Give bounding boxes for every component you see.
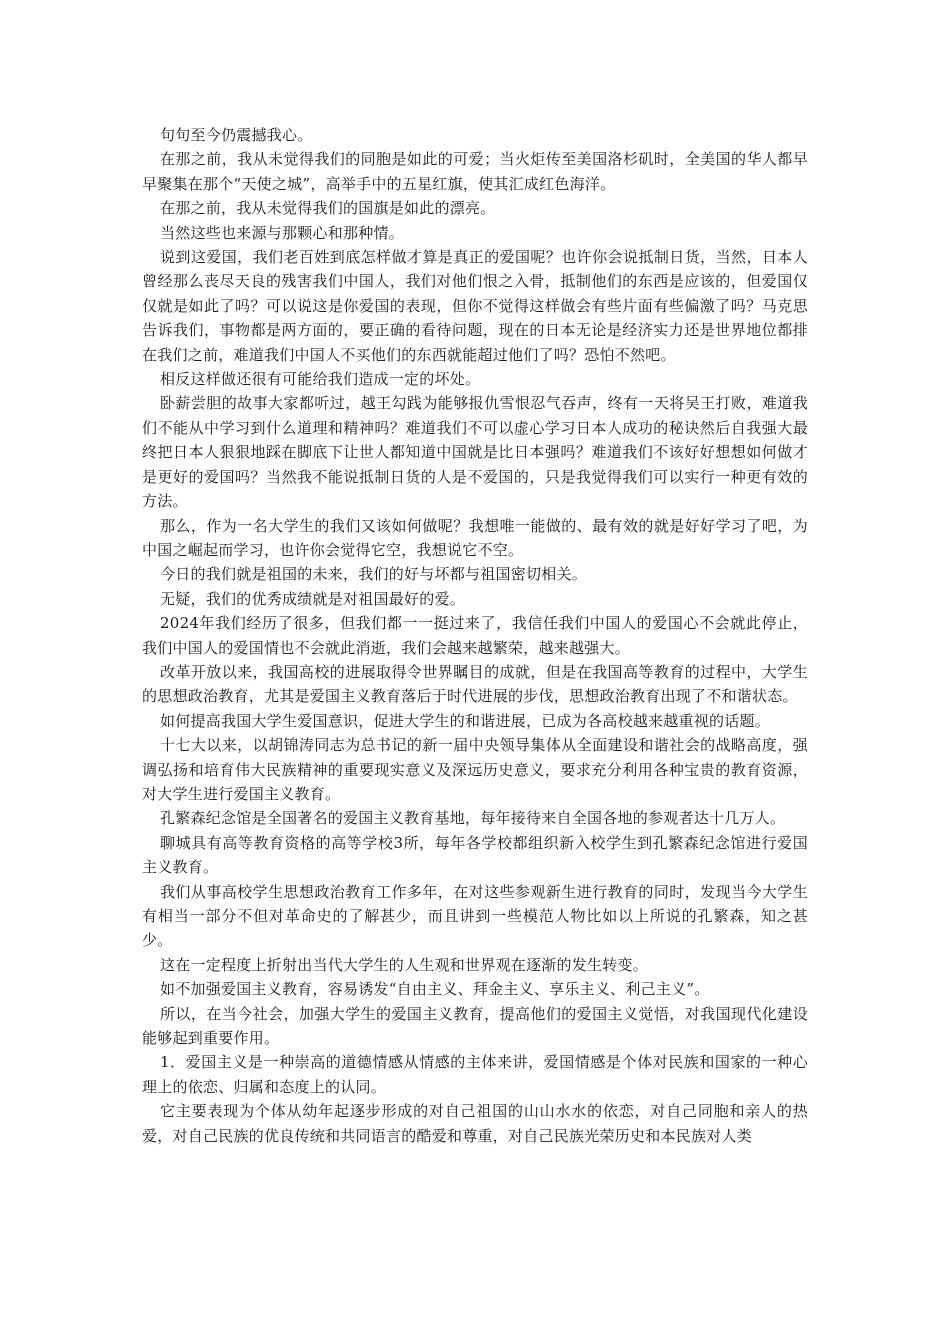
paragraph: 十七大以来，以胡锦涛同志为总书记的新一届中央领导集体从全面建设和谐社会的战略高度，强调弘扬和培育伟大民族精神的重要现实意义及深远历史意义，要求充分利用各种宝贵的教育资源，对大学生进行爱国主义教育。 (142, 736, 808, 803)
paragraph: 卧薪尝胆的故事大家都听过，越王勾践为能够报仇雪恨忍气吞声，终有一天将吴王打败，难道我们不能从中学习到什么道理和精神吗？难道我们不可以虚心学习日本人成功的秘诀然后自我强大最终把日本人狠狠地踩在脚底下让世人都知道中国就是比日本强吗？难道我们不该好好想想如何做才是更好的爱国吗？当然我不能说抵制日货的人是不爱国的，只是我觉得我们可以实行一种更有效的方法。 (142, 394, 808, 511)
paragraph: 当然这些也来源与那颗心和那种情。 (160, 223, 405, 242)
paragraph: 它主要表现为个体从幼年起逐步形成的对自己祖国的山山水水的依恋，对自己同胞和亲人的热爱，对自己民族的优良传统和共同语言的酷爱和尊重，对自己民族光荣历史和本民族对人类 (142, 1102, 808, 1145)
paragraph: 今日的我们就是祖国的未来，我们的好与坏都与祖国密切相关。 (160, 565, 588, 584)
paragraph: 所以，在当今社会，加强大学生的爱国主义教育，提高他们的爱国主义觉悟，对我国现代化建设能够起到重要作用。 (142, 1004, 808, 1048)
paragraph: 句句至今仍震撼我心。 (160, 126, 313, 144)
paragraph: 这在一定程度上折射出当代大学生的人生观和世界观在逐渐的发生转变。 (160, 955, 649, 974)
document-body (142, 123, 808, 1148)
paragraph: 改革开放以来，我国高校的进展取得令世界瞩目的成就，但是在我国高等教育的过程中，大学生的思想政治教育，尤其是爱国主义教育落后于时代进展的步伐，思想政治教育出现了不和谐状态。 (142, 662, 808, 706)
paragraph: 如何提高我国大学生爱国意识，促进大学生的和谐进展，已成为各高校越来越重视的话题。 (160, 711, 771, 730)
paragraph: 说到这爱国，我们老百姓到底怎样做才算是真正的爱国呢？也许你会说抵制日货，当然，日本人曾经那么丧尽天良的残害我们中国人，我们对他们恨之入骨，抵制他们的东西是应该的，但爱国仅仅就是如此了吗？可以说这是你爱国的表现，但你不觉得这样做会有些片面有些偏激了吗？马克思告诉我们，事物都是两方面的，要正确的看待问题，现在的日本无论是经济实力还是世界地位都排在我们之前，难道我们中国人不买他们的东西就能超过他们了吗？恐怕不然吧。 (142, 248, 808, 364)
paragraph: 1．爱国主义是一种崇高的道德情感从情感的主体来讲，爱国情感是个体对民族和国家的一种心理上的依恋、归属和态度上的认同。 (142, 1053, 808, 1096)
paragraph: 我们从事高校学生思想政治教育工作多年，在对这些参观新生进行教育的同时，发现当今大学生有相当一部分不但对革命史的了解甚少，而且讲到一些模范人物比如以上所说的孔繁森，知之甚少。 (142, 882, 808, 950)
paragraph: 在那之前，我从未觉得我们的国旗是如此的漂亮。 (160, 199, 496, 218)
paragraph: 相反这样做还很有可能给我们造成一定的坏处。 (160, 370, 481, 389)
paragraph: 那么，作为一名大学生的我们又该如何做呢？我想唯一能做的、最有效的就是好好学习了吧，为中国之崛起而学习，也许你会觉得它空，我想说它不空。 (142, 516, 808, 559)
paragraph: 无疑，我们的优秀成绩就是对祖国最好的爱。 (160, 589, 466, 608)
paragraph: 如不加强爱国主义教育，容易诱发“自由主义、拜金主义、享乐主义、利己主义”。 (160, 980, 710, 999)
paragraph: 聊城具有高等教育资格的高等学校3所，每年各学校都组织新入校学生到孔繁森纪念馆进行爱国主义教育。 (142, 833, 808, 877)
paragraph: 2024年我们经历了很多，但我们都一一挺过来了，我信任我们中国人的爱国心不会就此停止，我们中国人的爱国情也不会就此消逝，我们会越来越繁荣，越来越强大。 (142, 614, 808, 657)
paragraph: 孔繁森纪念馆是全国著名的爱国主义教育基地，每年接待来自全国各地的参观者达十几万人。 (160, 809, 786, 828)
paragraph: 在那之前，我从未觉得我们的同胞是如此的可爱；当火炬传至美国洛杉矶时，全美国的华人都早早聚集在那个“天使之城”，高举手中的五星红旗，使其汇成红色海洋。 (142, 150, 808, 193)
